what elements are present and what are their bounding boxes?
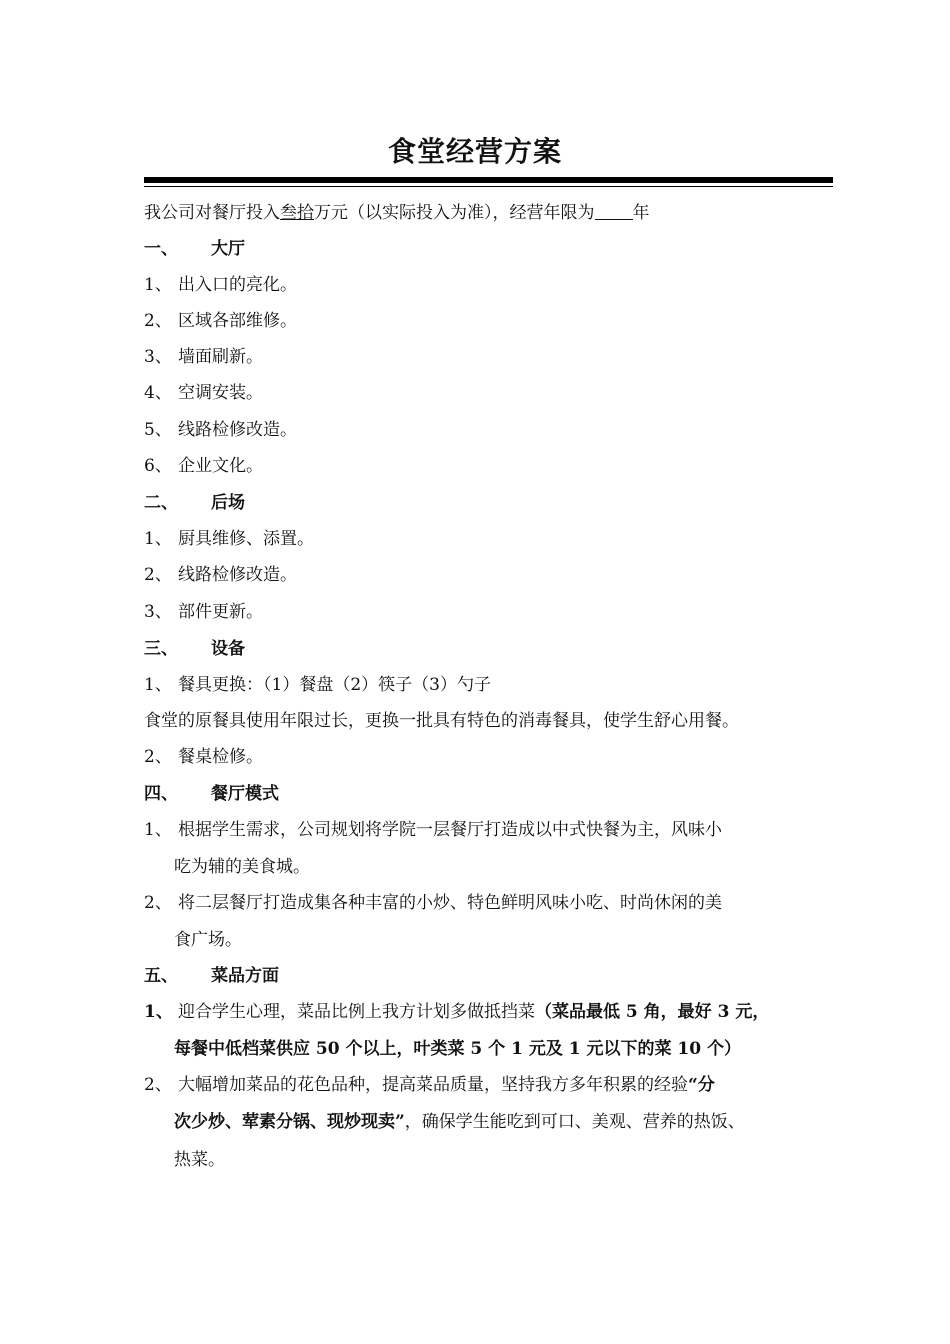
investment-amount: 叁拾 bbox=[280, 203, 314, 223]
list-item: 2、 餐桌检修。 bbox=[144, 747, 263, 767]
document-title: 食堂经营方案 bbox=[387, 135, 562, 168]
intro-text-before: 我公司对餐厅投入 bbox=[144, 203, 280, 223]
list-item-continuation: 热菜。 bbox=[174, 1150, 225, 1170]
intro-paragraph bbox=[144, 201, 834, 225]
list-item-continuation: 每餐中低档菜供应 50 个以上，叶类菜 5 个 1 元及 1 元以下的菜 10 个） bbox=[174, 1039, 741, 1059]
list-item-continuation: 食广场。 bbox=[174, 930, 242, 950]
list-item: 6、 企业文化。 bbox=[144, 456, 263, 476]
list-item: 1、 根据学生需求，公司规划将学院一层餐厅打造成以中式快餐为主，风味小 bbox=[144, 820, 722, 840]
list-item: 2、 将二层餐厅打造成集各种丰富的小炒、特色鲜明风味小吃、时尚休闲的美 bbox=[144, 893, 722, 913]
list-item-continuation: 次少炒、荤素分锅、现炒现卖”，确保学生能吃到可口、美观、营养的热饭、 bbox=[174, 1112, 745, 1132]
title-rule-thin bbox=[144, 186, 833, 187]
list-item: 3、 墙面刷新。 bbox=[144, 347, 263, 367]
section-heading-4: 四、 餐厅模式 bbox=[144, 784, 279, 804]
list-item: 1、 厨具维修、添置。 bbox=[144, 529, 314, 549]
list-item: 1、 迎合学生心理，菜品比例上我方计划多做抵挡菜（菜品最低 5 角，最好 3 元， bbox=[144, 1002, 770, 1022]
section-heading-1: 一、 大厅 bbox=[144, 239, 245, 259]
section-heading-2: 二、 后场 bbox=[144, 493, 245, 513]
list-item: 4、 空调安装。 bbox=[144, 383, 263, 403]
title-rule-thick bbox=[144, 177, 833, 183]
intro-unit: 年 bbox=[632, 203, 650, 223]
section-heading-3: 三、 设备 bbox=[144, 639, 245, 659]
list-item: 2、 区域各部维修。 bbox=[144, 311, 297, 331]
list-item-continuation: 吃为辅的美食城。 bbox=[174, 857, 310, 877]
list-item: 3、 部件更新。 bbox=[144, 602, 263, 622]
list-item: 1、 出入口的亮化。 bbox=[144, 275, 297, 295]
list-item: 2、 大幅增加菜品的花色品种，提高菜品质量，坚持我方多年积累的经验“分 bbox=[144, 1075, 715, 1095]
section-heading-5: 五、 菜品方面 bbox=[144, 966, 279, 986]
list-item: 2、 线路检修改造。 bbox=[144, 565, 297, 585]
intro-text-after: 万元（以实际投入为准），经营年限为 bbox=[314, 203, 595, 223]
list-item: 1、 餐具更换：（1）餐盘（2）筷子（3）勺子 bbox=[144, 675, 491, 695]
paragraph: 食堂的原餐具使用年限过长，更换一批具有特色的消毒餐具，使学生舒心用餐。 bbox=[144, 711, 739, 731]
list-item: 5、 线路检修改造。 bbox=[144, 420, 297, 440]
years-blank bbox=[595, 201, 633, 220]
